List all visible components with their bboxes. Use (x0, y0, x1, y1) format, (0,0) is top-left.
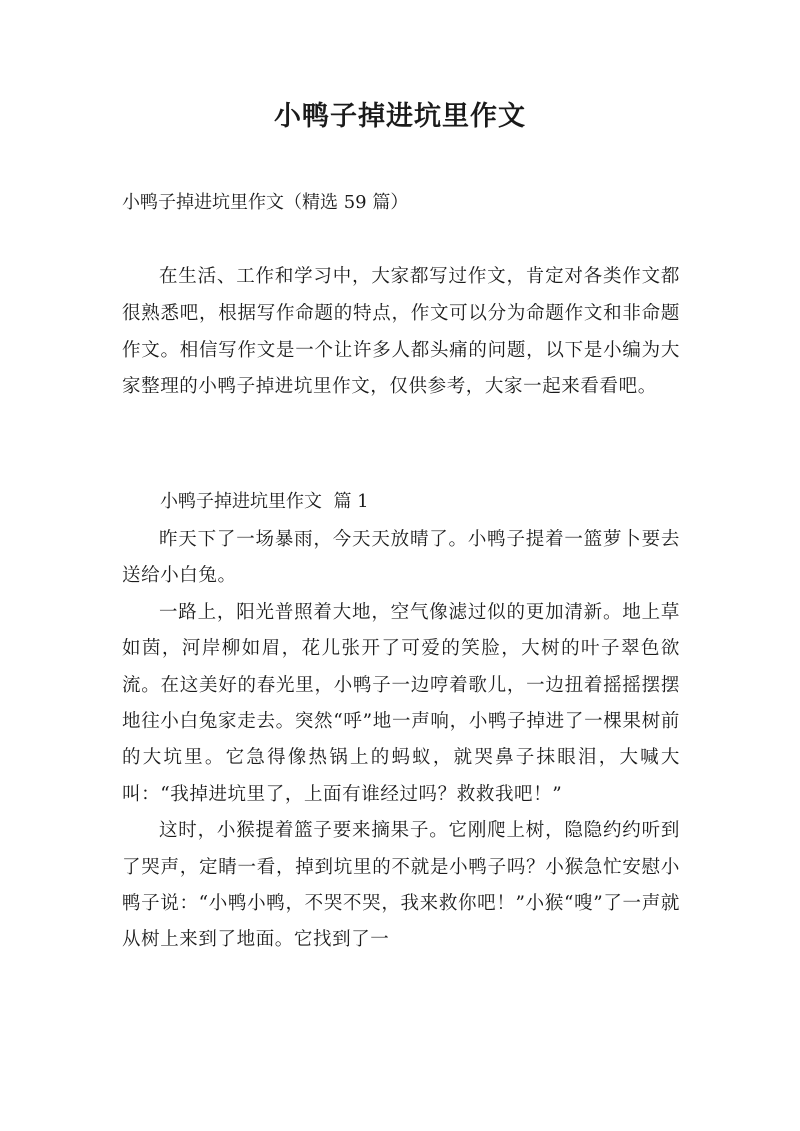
body-paragraph: 昨天下了一场暴雨，今天天放晴了。小鸭子提着一篮萝卜要去送给小白兔。 (122, 529, 680, 587)
body-paragraph: 一路上，阳光普照着大地，空气像滤过似的更加清新。地上草如茵，河岸柳如眉，花儿张开了可爱的笑脸，大树的叶子翠色欲流。在这美好的春光里，小鸭子一边哼着歌儿，一边扭着摇摇摆摆地往小白兔家走去。突然“呼”地一声响，小鸭子掉进了一棵果树前的大坑里。它急得像热锅上的蚂蚁，就哭鼻子抹眼泪，大喊大叫：“我掉进坑里了，上面有谁经过吗？救救我吧！” (122, 601, 680, 805)
essay-body (122, 522, 680, 959)
body-paragraph: 这时，小猴提着篮子要来摘果子。它刚爬上树，隐隐约约听到了哭声，定睛一看，掉到坑里的不就是小鸭子吗？小猴急忙安慰小鸭子说：“小鸭小鸭，不哭不哭，我来救你吧！”小猴“嗖”了一声就从树上来到了地面。它找到了一 (122, 820, 680, 951)
intro-paragraph: 在生活、工作和学习中，大家都写过作文，肯定对各类作文都很熟悉吧，根据写作命题的特点，作文可以分为命题作文和非命题作文。相信写作文是一个让许多人都头痛的问题，以下是小编为大家整理的小鸭子掉进坑里作文，仅供参考，大家一起来看看吧。 (122, 266, 680, 398)
document-title: 小鸭子掉进坑里作文 (274, 101, 526, 132)
document-subtitle: 小鸭子掉进坑里作文（精选 59 篇） (122, 192, 409, 213)
section-heading: 小鸭子掉进坑里作文 篇 1 (160, 491, 369, 512)
